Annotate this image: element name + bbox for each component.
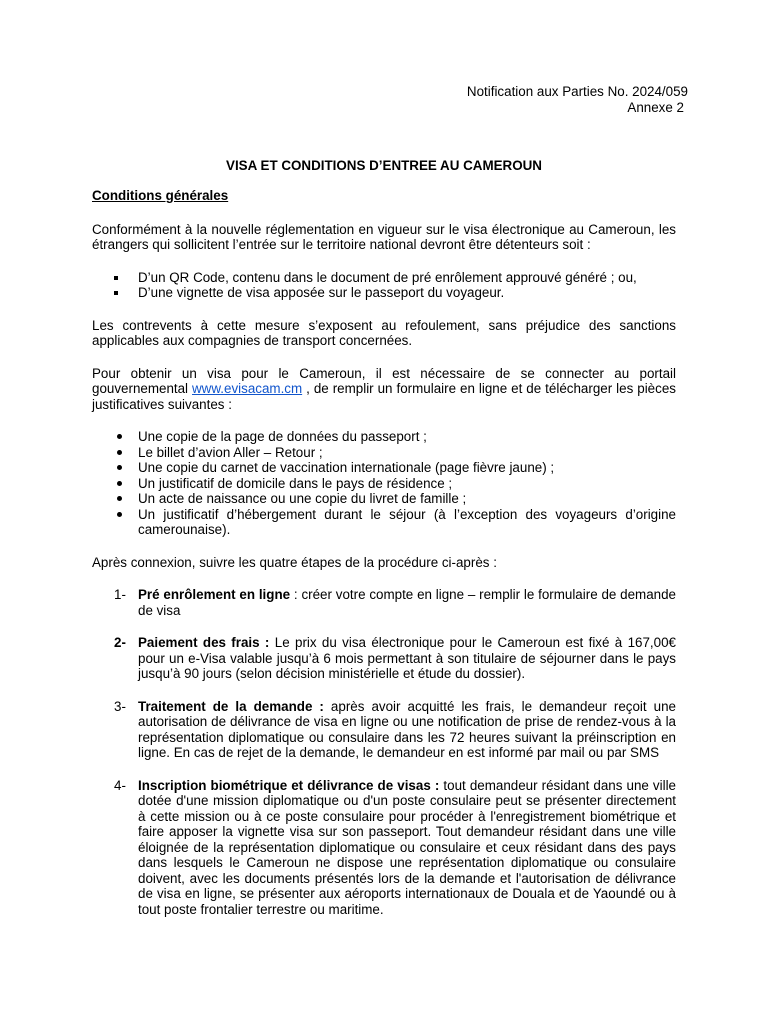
step-item [92,635,676,682]
list-item-text: Un justificatif de domicile dans le pays de résidence ; [138,475,453,491]
procedure-intro: Après connexion, suivre les quatre étapes de la procédure ci-après : [92,554,497,570]
list-item-text: Le billet d’avion Aller – Retour ; [138,444,323,460]
list-item [92,491,676,507]
list-item [92,270,676,286]
step-text: tout demandeur résidant dans une ville dotée d'une mission diplomatique ou d'un poste consulaire peut se présenter directement à cette mission ou à ce poste consulaire pour procéder à l'enregistrement biométrique et faire apposer la vignette visa sur son passeport. Tout demandeur résidant dans une ville éloignée de la représentation diplomatique ou consulaire et ceux résidant dans des pays dans lesquels le Cameroun ne dispose une représentation diplomatique ou consulaire doivent, avec les documents présentés lors de la demande et l'autorisation de délivrance de visa en ligne, se présenter aux aéroports internationaux de Douala et de Yaoundé ou à tout poste frontalier terrestre ou maritime. [138,777,676,917]
step-item [92,699,676,761]
list-item [92,285,676,301]
bullet-icon [117,496,122,501]
portal-paragraph [92,366,676,413]
notification-number: Notification aux Parties No. 2024/059 [466,84,688,99]
bullet-icon [117,465,122,470]
step-title: Paiement des frais : [138,635,270,650]
sanctions-paragraph: Les contrevents à cette mesure s’exposent au refoulement, sans préjudice des sanctions applicables aux compagnies de transport concernées. [92,317,676,348]
step-item [92,587,676,618]
document-body [92,188,676,917]
list-item-text: Un acte de naissance ou une copie du livret de famille ; [138,491,467,506]
step-text: Le prix du visa électronique pour le Cameroun est fixé à 167,00€ pour un e-Visa valable jusqu’à 6 mois permettant à son titulaire de séjourner dans le pays jusqu’à 90 jours (selon décision ministérielle et étude du dossier). [138,635,676,681]
square-bullet-icon [114,291,118,295]
bullet-icon [117,434,122,439]
list-item-text: D’un QR Code, contenu dans le document de pré enrôlement approuvé généré ; ou, [138,269,637,285]
step-text: après avoir acquitté les frais, le demandeur reçoit une autorisation de délivrance de visa en ligne ou une notification de prise de rendez-vous à la représentation diplomatique ou consulaire dans les 72 heures suivant la préinscription en ligne. En cas de rejet de la demande, le demandeur en est informé par mail ou par SMS [138,698,676,760]
list-item-text: Une copie du carnet de vaccination internationale (page fièvre jaune) ; [138,460,555,475]
step-title: Traitement de la demande : [138,698,324,714]
requirement-options-list [92,270,676,301]
document-header [467,84,688,115]
list-item [92,445,676,461]
portal-text-before: Pour obtenir un visa pour le Cameroun, il est nécessaire de se connecter au portail gouvernemental [92,365,676,396]
annex-label: Annexe 2 [627,99,684,115]
document-title: VISA ET CONDITIONS D’ENTREE AU CAMEROUN [226,158,542,173]
step-text: : créer votre compte en ligne – remplir le formulaire de demande de visa [138,587,676,618]
list-item-text: Une copie de la page de données du passeport ; [138,429,427,444]
step-item [92,778,676,918]
bullet-icon [117,512,122,517]
step-number: 4- [114,777,126,793]
list-item [92,429,676,445]
list-item-text: D’une vignette de visa apposée sur le passeport du voyageur. [138,285,505,300]
list-item [92,460,676,476]
section-heading: Conditions générales [92,188,229,203]
step-number: 2- [114,635,126,650]
procedure-steps-list [92,587,676,917]
step-number: 3- [114,698,126,714]
list-item [92,507,676,538]
bullet-icon [117,481,122,486]
bullet-icon [117,450,122,455]
intro-paragraph: Conformément à la nouvelle réglementation en vigueur sur le visa électronique au Cameroun, les étrangers qui sollicitent l’entrée sur le territoire national devront être détenteurs soit : [92,221,676,252]
list-item-text: Un justificatif d’hébergement durant le séjour (à l’exception des voyageurs d’origine camerounaise). [138,506,676,537]
portal-text-after: , de remplir un formulaire en ligne et de télécharger les pièces justificatives suivantes : [92,381,676,412]
documents-list [92,429,676,538]
list-item [92,476,676,492]
step-title: Inscription biométrique et délivrance de visas : [138,777,440,793]
square-bullet-icon [114,276,118,280]
step-number: 1- [114,587,126,602]
evisa-portal-link[interactable]: www.evisacam.cm [192,381,303,396]
step-title: Pré enrôlement en ligne [138,587,291,602]
